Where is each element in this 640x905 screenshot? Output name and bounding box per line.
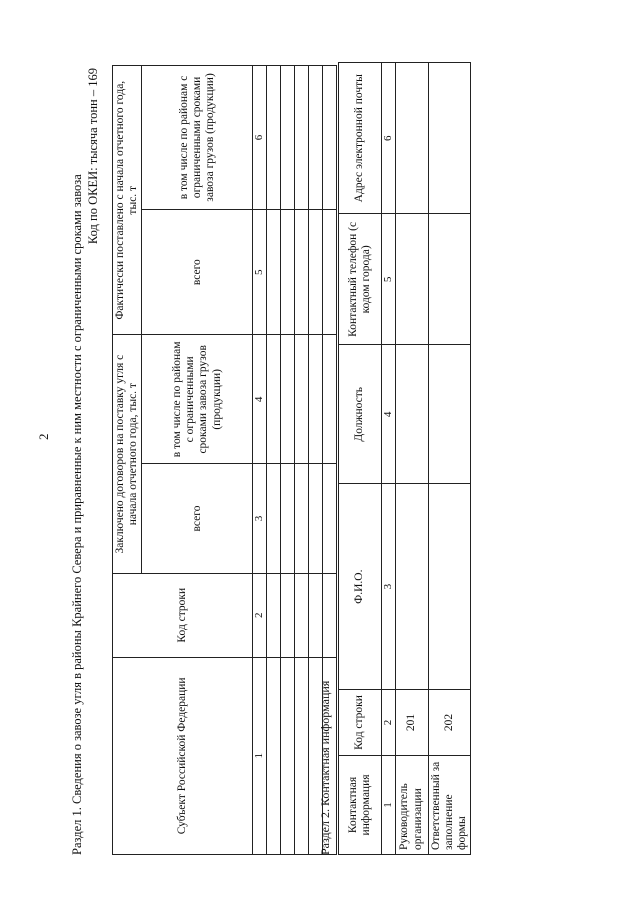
input-cell[interactable] bbox=[281, 573, 295, 657]
input-cell[interactable] bbox=[395, 484, 428, 690]
header-phone: Контактный телефон (с кодом города) bbox=[339, 214, 382, 345]
input-cell[interactable] bbox=[309, 464, 323, 574]
input-cell[interactable] bbox=[295, 657, 309, 854]
input-cell[interactable] bbox=[281, 464, 295, 574]
header-contracts: Заключено договоров на поставку угля с начала отчетного года, тыс. т bbox=[113, 335, 142, 573]
col-number: 2 bbox=[253, 573, 267, 657]
input-cell[interactable] bbox=[267, 657, 281, 854]
input-cell[interactable] bbox=[281, 66, 295, 210]
input-cell[interactable] bbox=[428, 214, 471, 345]
okei-code: Код по ОКЕИ: тысяча тонн – 169 bbox=[86, 68, 100, 245]
input-cell[interactable] bbox=[323, 66, 337, 210]
input-cell[interactable] bbox=[323, 209, 337, 335]
col-number: 5 bbox=[382, 214, 396, 345]
col-number: 2 bbox=[382, 689, 396, 755]
page-number: 2 bbox=[36, 433, 51, 440]
input-cell[interactable] bbox=[395, 214, 428, 345]
section1-title: Раздел 1. Сведения о завозе угля в районы Крайнего Севера и приравненные к ним местности с ограниченными сроками завоза bbox=[70, 174, 84, 855]
col-number: 4 bbox=[382, 345, 396, 484]
col-number: 5 bbox=[253, 209, 267, 335]
input-cell[interactable] bbox=[295, 573, 309, 657]
table-row bbox=[295, 66, 309, 855]
table-row bbox=[281, 66, 295, 855]
input-cell[interactable] bbox=[309, 573, 323, 657]
row-code: 201 bbox=[395, 689, 428, 755]
column-numbers-row bbox=[382, 63, 396, 855]
input-cell[interactable] bbox=[295, 464, 309, 574]
section2-table bbox=[338, 62, 471, 855]
input-cell[interactable] bbox=[295, 209, 309, 335]
header-code: Код строки bbox=[113, 573, 253, 657]
header-position: Должность bbox=[339, 345, 382, 484]
header-contact-info: Контактная информация bbox=[339, 755, 382, 854]
col-number: 1 bbox=[253, 657, 267, 854]
input-cell[interactable] bbox=[428, 63, 471, 214]
col-number: 6 bbox=[253, 66, 267, 210]
col-number: 6 bbox=[382, 63, 396, 214]
table-row bbox=[267, 66, 281, 855]
input-cell[interactable] bbox=[395, 63, 428, 214]
input-cell[interactable] bbox=[323, 335, 337, 464]
section2-title: Раздел 2. Контактная информация bbox=[318, 680, 332, 855]
input-cell[interactable] bbox=[323, 464, 337, 574]
input-cell[interactable] bbox=[267, 209, 281, 335]
input-cell[interactable] bbox=[267, 66, 281, 210]
section1-table bbox=[112, 65, 337, 855]
header-code: Код строки bbox=[339, 689, 382, 755]
input-cell[interactable] bbox=[267, 573, 281, 657]
input-cell[interactable] bbox=[281, 657, 295, 854]
header-delivered-total: всего bbox=[142, 209, 253, 335]
column-numbers-row bbox=[253, 66, 267, 855]
input-cell[interactable] bbox=[267, 464, 281, 574]
col-number: 4 bbox=[253, 335, 267, 464]
input-cell[interactable] bbox=[295, 66, 309, 210]
header-contracts-total: всего bbox=[142, 464, 253, 574]
input-cell[interactable] bbox=[309, 66, 323, 210]
input-cell[interactable] bbox=[309, 209, 323, 335]
row-code: 202 bbox=[428, 689, 471, 755]
input-cell[interactable] bbox=[309, 335, 323, 464]
input-cell[interactable] bbox=[267, 335, 281, 464]
col-number: 3 bbox=[382, 484, 396, 690]
row-label: Руководитель организации bbox=[395, 755, 428, 854]
input-cell[interactable] bbox=[395, 345, 428, 484]
input-cell[interactable] bbox=[428, 484, 471, 690]
header-subject: Субъект Российской Федерации bbox=[113, 657, 253, 854]
col-number: 1 bbox=[382, 755, 396, 854]
input-cell[interactable] bbox=[323, 573, 337, 657]
header-delivered: Фактически поставлено с начала отчетного года, тыс. т bbox=[113, 66, 142, 335]
input-cell[interactable] bbox=[281, 335, 295, 464]
table-row bbox=[395, 63, 428, 855]
col-number: 3 bbox=[253, 464, 267, 574]
header-delivered-regions: в том числе по районам с ограниченными сроками завоза грузов (продукции) bbox=[142, 66, 253, 210]
input-cell[interactable] bbox=[281, 209, 295, 335]
input-cell[interactable] bbox=[428, 345, 471, 484]
header-fio: Ф.И.О. bbox=[339, 484, 382, 690]
header-contracts-regions: в том числе по районам с ограниченными сроками завоза грузов (продукции) bbox=[142, 335, 253, 464]
header-email: Адрес электронной почты bbox=[339, 63, 382, 214]
table-row bbox=[428, 63, 471, 855]
row-label: Ответственный за заполнение формы bbox=[428, 755, 471, 854]
input-cell[interactable] bbox=[295, 335, 309, 464]
